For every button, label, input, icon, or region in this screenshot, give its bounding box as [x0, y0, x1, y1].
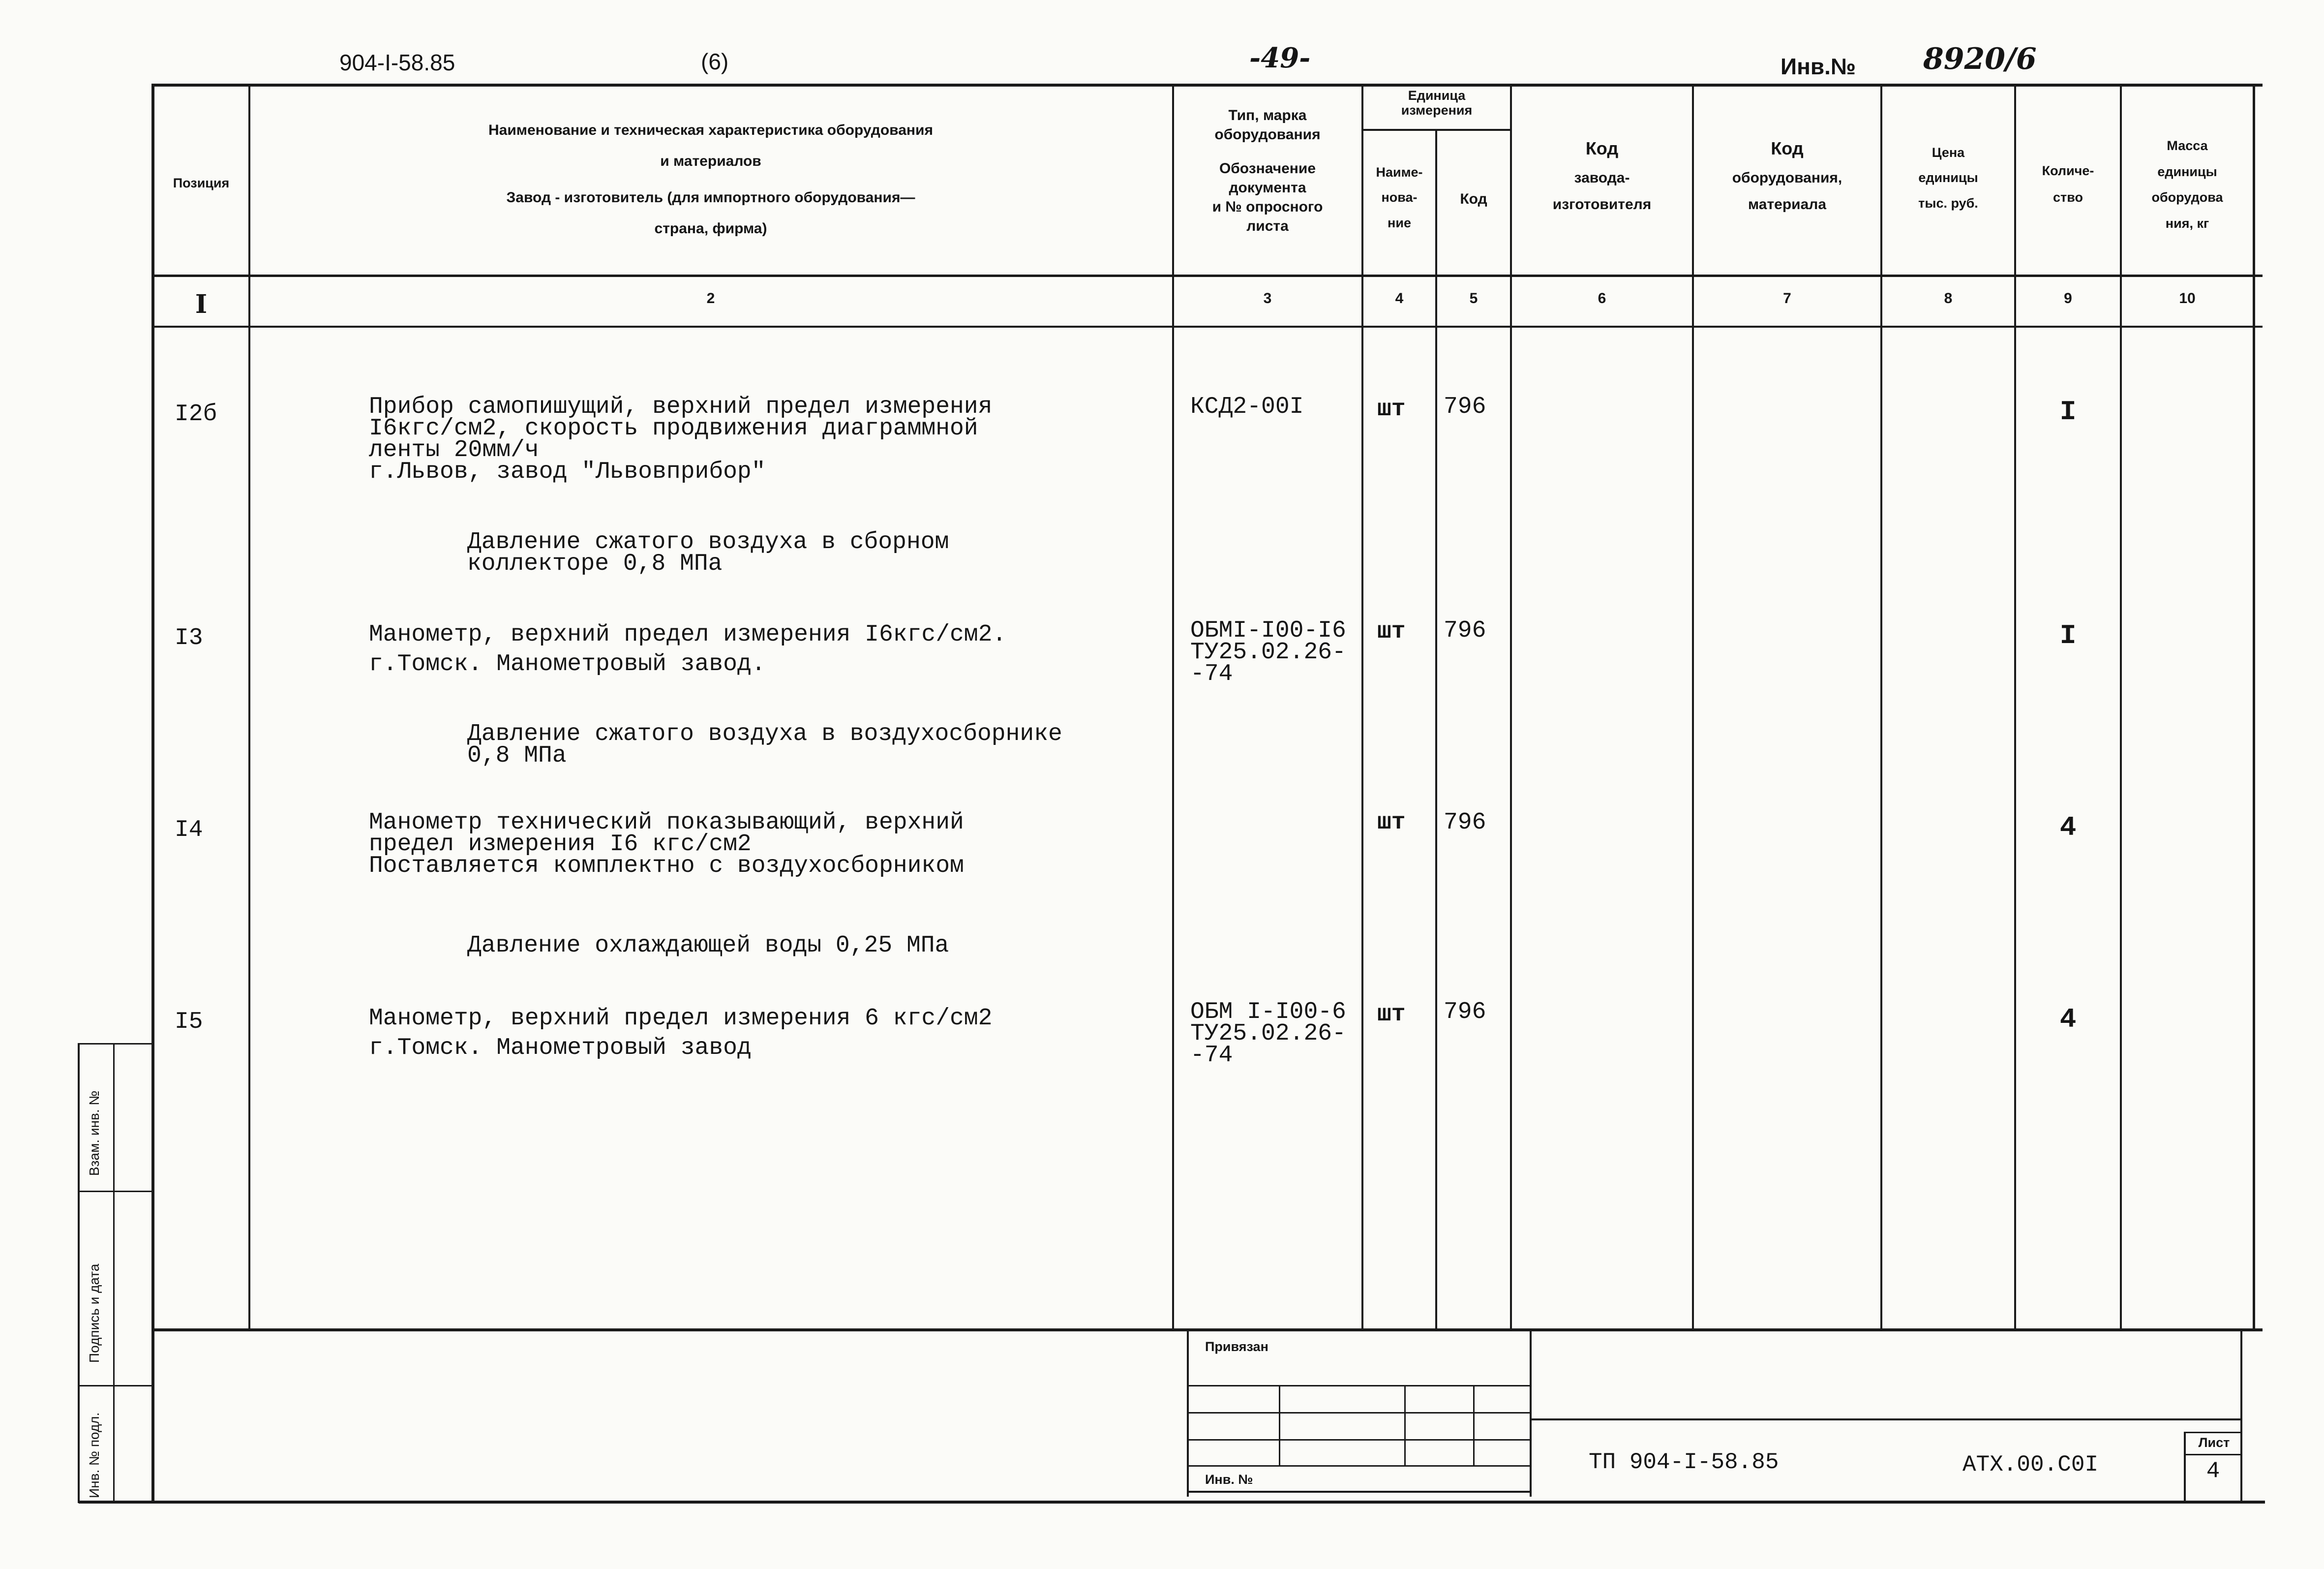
header-name-line4: страна, фирма) [654, 220, 767, 237]
header-bottom-border [152, 275, 2263, 277]
header-price [1882, 140, 2014, 216]
row-unit: шт [1377, 618, 1406, 645]
side-row-line-1 [78, 1191, 151, 1192]
header-type-line6: листа [1246, 218, 1289, 234]
table-top-border [152, 84, 2263, 87]
row-position: I3 [175, 625, 203, 651]
title-block-top-line [1532, 1418, 2242, 1420]
row-quantity: 4 [2059, 812, 2077, 843]
header-mass [2122, 133, 2253, 237]
header-unit-name2: нова- [1381, 190, 1418, 205]
header-unit-name1: Наиме- [1376, 165, 1423, 180]
header-unit-name [1363, 160, 1435, 236]
col-line-6 [1692, 84, 1694, 1329]
side-outer-line [78, 1043, 80, 1503]
header-position: Позиция [173, 176, 230, 190]
header-quantity [2016, 157, 2120, 211]
colnum-7: 7 [1783, 290, 1791, 307]
header-price-line3: тыс. руб. [1918, 195, 1978, 211]
header-manufacturer-code [1512, 133, 1692, 218]
header-mass-line4: ния, кг [2165, 215, 2209, 231]
stamp-sheet-label: Лист [2198, 1435, 2230, 1450]
stamp-grid-v3 [1473, 1385, 1475, 1466]
stamp-grid-v1 [1279, 1385, 1280, 1466]
row-position: I5 [175, 1009, 203, 1035]
header-price-line1: Цена [1932, 145, 1965, 160]
header-equip-line3: материала [1748, 196, 1827, 213]
header-mfr-line3: изготовителя [1552, 196, 1652, 213]
header-unit-name3: ние [1388, 215, 1411, 230]
header-unit-line2: измерения [1401, 102, 1473, 118]
colnum-8: 8 [1944, 290, 1953, 307]
row-unit-code: 796 [1444, 617, 1486, 644]
header-mfr-line1: Код [1585, 138, 1619, 158]
side-label-inv-podl: Инв. № подл. [87, 1412, 102, 1498]
col-line-9 [2120, 84, 2122, 1329]
colnum-9: 9 [2064, 290, 2072, 307]
stamp-inv-no: Инв. № [1205, 1472, 1253, 1487]
stamp-right-line [2240, 1329, 2242, 1502]
inventory-number: 8920/6 [1923, 42, 2037, 76]
side-label-vzam: Взам. инв. № [87, 1090, 102, 1176]
header-type-line1: Тип, марка [1228, 107, 1307, 123]
col-line-8 [2014, 84, 2016, 1329]
side-row-line-2 [78, 1385, 151, 1386]
right-frame-line [2253, 84, 2255, 1329]
header-price-line2: единицы [1918, 170, 1978, 185]
stamp-drawing-code: АТХ.00.С0I [1962, 1452, 2099, 1477]
header-unit [1363, 89, 1510, 118]
header-name-line3: Завод - изготовитель (для импортного оборудования— [506, 189, 915, 206]
inventory-label: Инв.№ [1781, 54, 1856, 79]
colnum-2: 2 [706, 290, 715, 307]
row-unit-code: 796 [1444, 809, 1486, 836]
row-description: Манометр, верхний предел измерения I6кгс/см2. г.Томск. Манометровый завод. [369, 621, 1007, 677]
project-code: 904-I-58.85 [339, 50, 455, 75]
header-type-line5: и № опросного [1212, 199, 1323, 215]
page-number: -49- [1249, 42, 1311, 74]
header-mass-line1: Масса [2167, 138, 2208, 153]
page-bottom-border [79, 1501, 2265, 1504]
header-type-line3: Обозначение [1219, 160, 1316, 177]
row-quantity: 4 [2059, 1004, 2077, 1035]
col-line-2 [1172, 84, 1174, 1329]
row-type: ОБМ I-I00-6 ТУ25.02.26- -74 [1190, 999, 1346, 1069]
row-description: Прибор самопишущий, верхний предел измерения I6кгс/см2, скорость продвижения диаграммной ленты 20мм/ч г.Львов, завод "Львовприбор" [369, 394, 993, 485]
stamp-grid-h2 [1189, 1412, 1530, 1414]
row-type: ОБМI-I00-I6 ТУ25.02.26- -74 [1190, 617, 1346, 687]
header-unit-line1: Единица [1408, 88, 1466, 103]
row-unit-code: 796 [1444, 394, 1486, 420]
row-quantity: I [2059, 620, 2077, 651]
row-type: КСД2-00I [1190, 394, 1304, 420]
side-top-line [78, 1043, 151, 1045]
header-name-line2: и материалов [660, 153, 761, 169]
header-mass-line3: оборудова [2151, 190, 2223, 205]
colnum-1: I [195, 289, 208, 319]
colnum-5: 5 [1469, 290, 1478, 307]
stamp-grid-h4 [1189, 1465, 1530, 1467]
sheet-box-divider [2184, 1454, 2242, 1455]
colnum-3: 3 [1263, 290, 1272, 307]
sheet-box-top [2184, 1432, 2242, 1433]
header-equip-line2: оборудования, [1732, 169, 1842, 186]
stamp-grid-h1 [1189, 1385, 1530, 1386]
stamp-document-code: ТП 904-I-58.85 [1589, 1449, 1779, 1475]
header-name-line1: Наименование и техническая характеристика оборудования [488, 122, 933, 138]
header-type-line2: оборудования [1214, 126, 1321, 143]
header-type-line4: документа [1229, 180, 1306, 196]
stamp-grid-v2 [1404, 1385, 1406, 1466]
section-number: (6) [701, 49, 729, 74]
col-line-5 [1510, 84, 1512, 1329]
colnum-6: 6 [1598, 290, 1606, 307]
row-unit: шт [1377, 809, 1406, 836]
row-note: Давление сжатого воздуха в сборном коллекторе 0,8 МПа [467, 529, 949, 577]
header-mfr-line2: завода- [1574, 169, 1630, 186]
header-qty-line2: ство [2053, 190, 2083, 205]
header-equip-line1: Код [1771, 138, 1804, 158]
stamp-privyazan: Привязан [1205, 1339, 1268, 1354]
colnum-bottom-border [152, 326, 2263, 328]
colnum-4: 4 [1395, 290, 1404, 307]
colnum-10: 10 [2179, 290, 2196, 307]
row-position: I4 [175, 817, 203, 843]
row-description: Манометр технический показывающий, верхний предел измерения I6 кгс/см2 Поставляется комплектно с воздухосборником [369, 809, 964, 879]
row-note: Давление сжатого воздуха в воздухосборнике 0,8 МПа [467, 721, 1062, 769]
stamp-box-right [1530, 1329, 1532, 1497]
side-col-divider [113, 1043, 115, 1503]
stamp-sheet-number: 4 [2206, 1458, 2220, 1484]
row-unit-code: 796 [1444, 999, 1486, 1025]
header-equipment-code [1694, 133, 1880, 218]
col-line-4 [1435, 129, 1437, 1329]
header-mass-line2: единицы [2157, 164, 2217, 179]
row-note: Давление охлаждающей воды 0,25 МПа [467, 932, 949, 959]
row-unit: шт [1377, 396, 1406, 423]
side-label-podpis: Подпись и дата [87, 1263, 102, 1363]
row-position: I2б [175, 401, 217, 428]
header-type [1174, 106, 1361, 236]
header-unit-code: Код [1460, 191, 1487, 207]
stamp-grid-h3 [1189, 1439, 1530, 1441]
row-quantity: I [2059, 396, 2077, 428]
row-unit: шт [1377, 1001, 1406, 1028]
body-bottom-border [152, 1328, 2263, 1331]
row-description: Манометр, верхний предел измерения 6 кгс/см2 г.Томск. Манометровый завод [369, 1005, 993, 1061]
header-qty-line1: Количе- [2042, 163, 2094, 178]
col-line-3 [1361, 84, 1363, 1329]
col-line-1 [248, 84, 250, 1329]
stamp-box-bottom [1187, 1491, 1531, 1493]
col-line-7 [1880, 84, 1882, 1329]
